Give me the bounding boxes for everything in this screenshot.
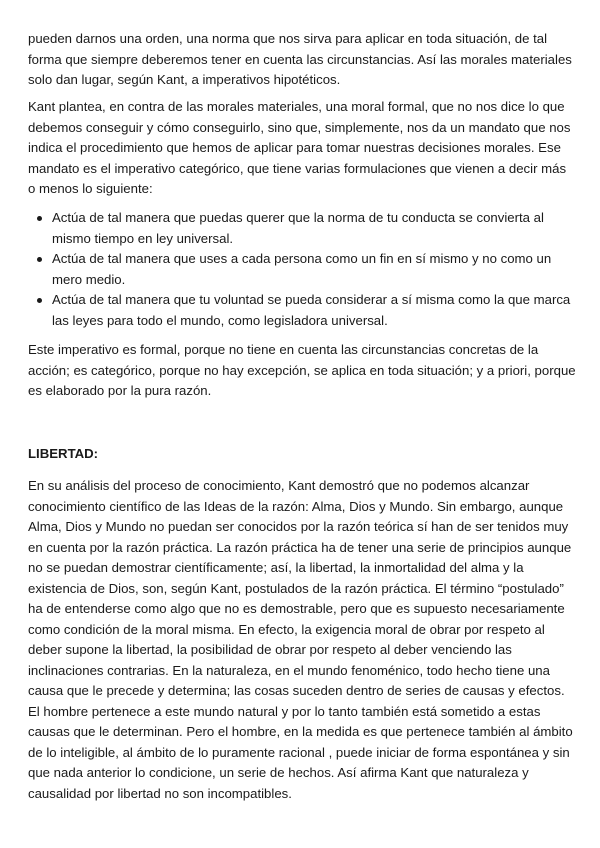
list-item-text: Actúa de tal manera que tu voluntad se pueda considerar a sí misma como la que marca las leyes para todo el mundo, como legisladora universal. (52, 292, 571, 328)
list-item (28, 208, 576, 249)
paragraph-libertad: En su análisis del proceso de conocimiento, Kant demostró que no podemos alcanzar conocimiento científico de las Ideas de la razón: Alma, Dios y Mundo. Sin embargo, aunque Alma, Dios y Mundo no puedan ser conocidos por la razón teórica sí han de ser tenidos muy en cuenta por la razón práctica. La razón práctica ha de tener una serie de principios aunque no se puedan demostrar científicamente; así, la libertad, la inmortalidad del alma y la existencia de Dios, son, según Kant, postulados de la razón práctica. El término “postulado” ha de entenderse como algo que no es demostrable, pero que es supuesto necesariamente como condición de la moral misma. En efecto, la exigencia moral de obrar por respeto al deber supone la libertad, la posibilidad de obrar por respeto al deber venciendo las inclinaciones contrarias. En la naturaleza, en el mundo fenoménico, todo hecho tiene una causa que le precede y determina; las cosas suceden dentro de series de causas y efectos. El hombre pertenece a este mundo natural y por lo tanto también está sometido a estas causas que le determinan. Pero el hombre, en la medida es que pertenece también al ámbito de lo inteligible, al ámbito de lo puramente racional , puede iniciar de forma espontánea y sin que nada anterior lo condicione, un serie de hechos. Así afirma Kant que naturaleza y causalidad por libertad no son incompatibles. (28, 478, 573, 801)
list-item (28, 249, 576, 290)
imperative-formulations-list (28, 208, 576, 331)
paragraph-moral-formal: Kant plantea, en contra de las morales materiales, una moral formal, que no nos dice lo que debemos conseguir y cómo conseguirlo, sino que, simplemente, nos da un mandato que nos indica el procedimiento que hemos de aplicar para tomar nuestras decisiones morales. Ese mandato es el imperativo categórico, que tiene varias formulaciones que vienen a decir más o menos lo siguiente: (28, 99, 571, 196)
list-item-text: Actúa de tal manera que puedas querer que la norma de tu conducta se convierta al mismo tiempo en ley universal. (52, 210, 544, 246)
bullet-icon (37, 257, 42, 262)
section-heading: LIBERTAD: (28, 446, 99, 461)
list-item (28, 290, 576, 331)
paragraph-imperative-summary: Este imperativo es formal, porque no tiene en cuenta las circunstancias concretas de la acción; es categórico, porque no hay excepción, se aplica en toda situación; y a priori, porque es elaborado por la pura razón. (28, 342, 576, 398)
list-item-text: Actúa de tal manera que uses a cada persona como un fin en sí mismo y no como un mero medio. (52, 251, 552, 287)
bullet-icon (37, 216, 42, 221)
bullet-icon (37, 298, 42, 303)
paragraph-intro: pueden darnos una orden, una norma que nos sirva para aplicar en toda situación, de tal forma que siempre deberemos tener en cuenta las circunstancias. Así las morales materiales solo dan lugar, según Kant, a imperativos hipotéticos. (28, 31, 572, 87)
